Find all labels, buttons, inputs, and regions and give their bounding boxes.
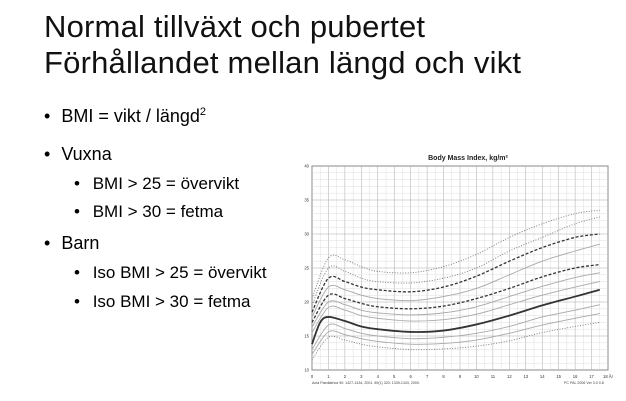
- slide-title-line-1: Normal tillväxt och pubertet: [44, 9, 426, 44]
- y-tick-label: 15: [304, 333, 309, 339]
- superscript-2: 2: [199, 106, 207, 118]
- y-tick-label: 10: [304, 367, 309, 373]
- bullet-text: Vuxna: [61, 144, 112, 164]
- sub-bullet-adult-obesity: [74, 202, 223, 222]
- chart-series-group: [312, 210, 600, 360]
- bmi-percentile-curve: [312, 244, 600, 317]
- chart-footer-version: PC PAL 2006 Ver 3.0 0.8: [564, 381, 604, 385]
- sub-bullet-child-overweight: [74, 263, 267, 283]
- sub-bullet-adult-overweight: [74, 174, 239, 194]
- slide-title-line-2: Förhållandet mellan längd och vikt: [44, 45, 522, 80]
- bullet-dot: •: [44, 233, 51, 253]
- bullet-dot: •: [44, 144, 51, 164]
- y-tick-label: 30: [304, 231, 309, 237]
- x-tick-label: 13: [523, 374, 529, 379]
- bullet-dot: •: [74, 202, 80, 221]
- bullet-text: Barn: [61, 233, 100, 253]
- x-tick-label: 14: [539, 374, 545, 379]
- x-tick-label: 4: [376, 374, 379, 379]
- x-tick-label: 16: [572, 374, 578, 379]
- bullet-text: Iso BMI > 25 = övervikt: [92, 263, 267, 282]
- x-tick-label: 17: [589, 374, 594, 379]
- sub-bullet-child-obesity: [74, 292, 251, 312]
- bullet-dot: •: [44, 106, 51, 126]
- bullet-text: BMI > 25 = övervikt: [92, 174, 240, 193]
- chart-footer-source: Acta Paediatrica 90: 1427-1434, 2001. 89(1) 320: 1339-1343, 2000.: [312, 381, 420, 385]
- bmi-percentile-curve: [312, 234, 600, 312]
- x-tick-label: 9: [458, 374, 462, 379]
- x-tick-label: 7: [425, 374, 429, 379]
- y-tick-label: 20: [304, 299, 309, 305]
- x-tick-label: 12: [506, 374, 512, 379]
- bullet-dot: •: [74, 263, 80, 282]
- x-tick-label: 5: [393, 374, 396, 379]
- bullet-text: BMI > 30 = fetma: [92, 202, 224, 221]
- bullet-text: Iso BMI > 30 = fetma: [92, 292, 251, 311]
- y-tick-labels: [304, 164, 309, 373]
- y-tick-label: 40: [304, 163, 309, 169]
- x-tick-label: 10: [474, 374, 479, 379]
- x-tick-label: 18 År: [602, 374, 614, 379]
- x-tick-labels: [311, 374, 614, 379]
- chart-grid: [312, 166, 608, 370]
- x-tick-label: 6: [409, 374, 412, 379]
- bullet-adults: [44, 144, 112, 165]
- bullet-dot: •: [74, 292, 80, 311]
- y-tick-label: 35: [304, 197, 309, 203]
- y-tick-label: 25: [304, 265, 309, 271]
- x-tick-label: 15: [556, 374, 562, 379]
- x-tick-label: 1: [327, 374, 330, 379]
- x-tick-label: 11: [490, 374, 496, 379]
- bmi-chart: [288, 148, 622, 396]
- bullet-children: [44, 233, 99, 254]
- x-tick-label: 0: [310, 374, 314, 379]
- bullet-dot: •: [74, 174, 80, 193]
- x-tick-label: 2: [343, 374, 347, 379]
- x-tick-label: 8: [442, 374, 445, 379]
- bmi-percentile-curve: [312, 273, 600, 327]
- bullet-bmi-formula: [44, 106, 206, 127]
- slide-title: [44, 9, 521, 81]
- bullet-text: BMI = vikt / längd: [61, 106, 200, 126]
- bmi-percentile-curve: [312, 314, 600, 355]
- bmi-chart-svg: [288, 148, 622, 396]
- chart-title: Body Mass Index, kg/m²: [428, 155, 508, 162]
- x-tick-label: 3: [360, 374, 363, 379]
